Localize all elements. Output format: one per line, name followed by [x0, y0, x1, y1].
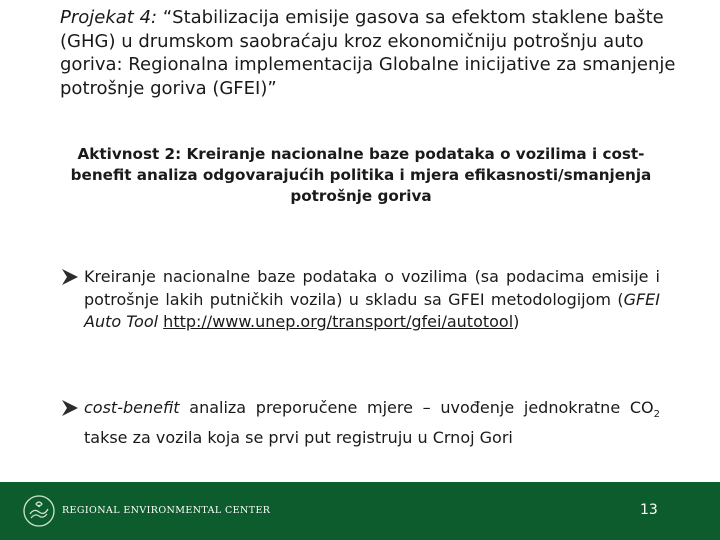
cost-benefit-term: cost-benefit — [84, 398, 180, 417]
bullet-database-text: Kreiranje nacionalne baze podataka o vozilima (sa podacima emisije i potrošnje lakih putničkih vozila) u skladu sa GFEI metodologijom — [84, 267, 660, 309]
cost-benefit-text: analiza preporučene mjere – uvođenje jednokratne CO — [179, 398, 654, 417]
co2-subscript: 2 — [653, 409, 660, 421]
arrow-bullet-icon — [60, 267, 80, 287]
slide-title — [60, 6, 690, 100]
cost-benefit-text-end: takse za vozila koja se prvi put registruju u Crnoj Gori — [84, 427, 513, 447]
project-title-text: “Stabilizacija emisije gasova sa efektom staklene bašte (GHG) u drumskom saobraćaju kroz ekonomičniju potrošnju auto goriva: Regionalna implementacija Globalne inicijative za smanjenje potrošnje goriva (GFEI)” — [60, 7, 676, 99]
page-number: 13 — [640, 502, 658, 518]
activity-heading: Aktivnost 2: Kreiranje nacionalne baze podataka o vozilima i cost-benefit analiza odgovarajućih politika i mjera efikasnosti/smanjenja potrošnje goriva — [70, 145, 652, 205]
autotool-link[interactable]: http://www.unep.org/transport/gfei/autotool — [163, 312, 514, 331]
footer-bar — [0, 482, 720, 540]
tool-name-gfei: GFEI — [623, 289, 661, 309]
arrow-bullet-icon — [60, 398, 80, 418]
bullet-item-database — [60, 266, 660, 334]
bullet-item-cost-benefit — [60, 397, 660, 449]
tool-close-paren: ) — [513, 312, 520, 331]
tool-name-auto: Auto — [84, 312, 122, 331]
rec-logo-icon — [22, 494, 56, 528]
org-name: REGIONAL ENVIRONMENTAL CENTER — [62, 505, 271, 516]
tool-name-tool: Tool — [126, 312, 159, 331]
project-label: Projekat 4: — [60, 7, 158, 28]
tool-open-paren: ( — [617, 289, 624, 309]
